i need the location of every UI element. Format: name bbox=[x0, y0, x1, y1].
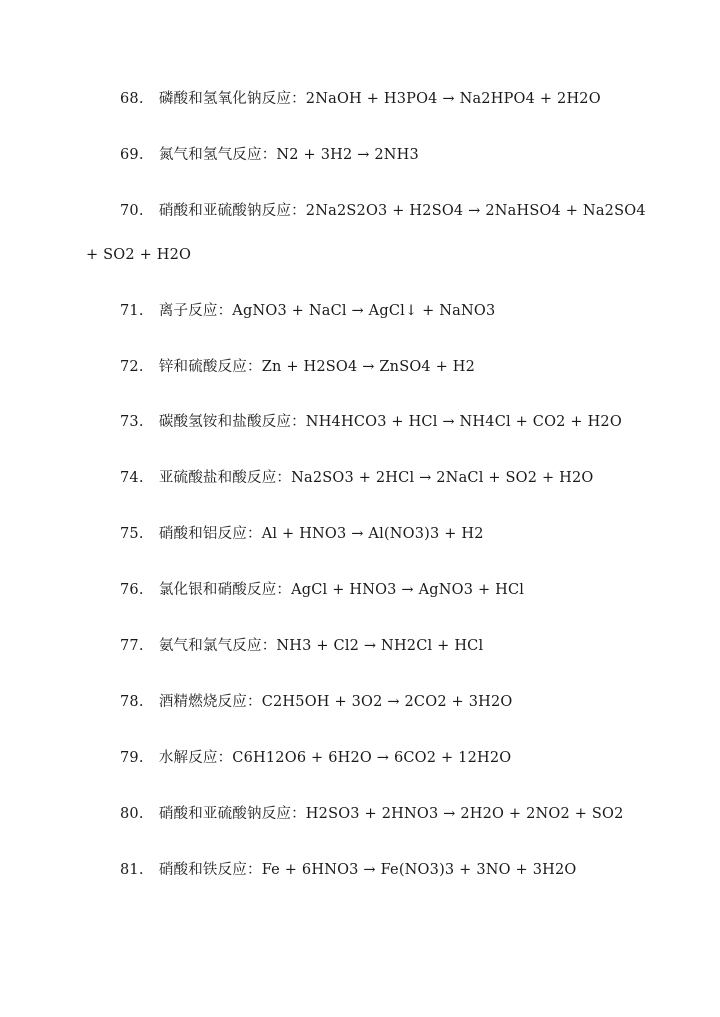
list-item bbox=[120, 301, 710, 321]
item-number: 78. bbox=[120, 694, 144, 710]
item-number: 76. bbox=[120, 582, 144, 598]
list-item bbox=[120, 580, 710, 600]
item-number: 73. bbox=[120, 414, 144, 430]
item-text-continuation: + SO2 + H2O bbox=[86, 247, 192, 263]
item-number: 72. bbox=[120, 359, 144, 375]
item-text: 磷酸和氢氧化钠反应：2NaOH + H3PO4 → Na2HPO4 + 2H2O bbox=[158, 91, 601, 107]
list-item bbox=[120, 201, 710, 221]
item-number: 70. bbox=[120, 203, 144, 219]
item-text: 酒精燃烧反应：C2H5OH + 3O2 → 2CO2 + 3H2O bbox=[158, 694, 513, 710]
item-text: 亚硫酸盐和酸反应：Na2SO3 + 2HCl → 2NaCl + SO2 + H2O bbox=[158, 470, 594, 486]
item-text: 氨气和氯气反应：NH3 + Cl2 → NH2Cl + HCl bbox=[158, 638, 484, 654]
item-number: 75. bbox=[120, 526, 144, 542]
item-text: 水解反应：C6H12O6 + 6H2O → 6CO2 + 12H2O bbox=[158, 750, 512, 766]
item-text: 碳酸氢铵和盐酸反应：NH4HCO3 + HCl → NH4Cl + CO2 + H2O bbox=[158, 414, 622, 430]
item-text: 硝酸和铝反应：Al + HNO3 → Al(NO3)3 + H2 bbox=[158, 526, 484, 542]
item-number: 81. bbox=[120, 862, 144, 878]
list-item bbox=[120, 692, 710, 712]
list-item bbox=[120, 89, 710, 109]
item-number: 74. bbox=[120, 470, 144, 486]
item-number: 80. bbox=[120, 806, 144, 822]
list-item bbox=[120, 145, 710, 165]
item-text: 离子反应：AgNO3 + NaCl → AgCl↓ + NaNO3 bbox=[158, 303, 496, 319]
item-text: 硝酸和铁反应：Fe + 6HNO3 → Fe(NO3)3 + 3NO + 3H2O bbox=[158, 862, 577, 878]
item-text: 锌和硫酸反应：Zn + H2SO4 → ZnSO4 + H2 bbox=[158, 359, 476, 375]
list-item bbox=[120, 636, 710, 656]
item-text: 硝酸和亚硫酸钠反应：2Na2S2O3 + H2SO4 → 2NaHSO4 + Na2SO4 bbox=[158, 203, 646, 219]
list-item bbox=[120, 804, 710, 824]
item-number: 79. bbox=[120, 750, 144, 766]
list-item bbox=[120, 524, 710, 544]
item-number: 68. bbox=[120, 91, 144, 107]
list-item bbox=[120, 748, 710, 768]
item-text: 硝酸和亚硫酸钠反应：H2SO3 + 2HNO3 → 2H2O + 2NO2 + SO2 bbox=[158, 806, 624, 822]
list-item bbox=[120, 860, 710, 880]
item-text: 氮气和氢气反应：N2 + 3H2 → 2NH3 bbox=[158, 147, 419, 163]
item-number: 69. bbox=[120, 147, 144, 163]
item-text: 氯化银和硝酸反应：AgCl + HNO3 → AgNO3 + HCl bbox=[158, 582, 525, 598]
item-number: 77. bbox=[120, 638, 144, 654]
list-item bbox=[120, 468, 710, 488]
item-number: 71. bbox=[120, 303, 144, 319]
list-item bbox=[120, 412, 710, 432]
list-item bbox=[120, 357, 710, 377]
